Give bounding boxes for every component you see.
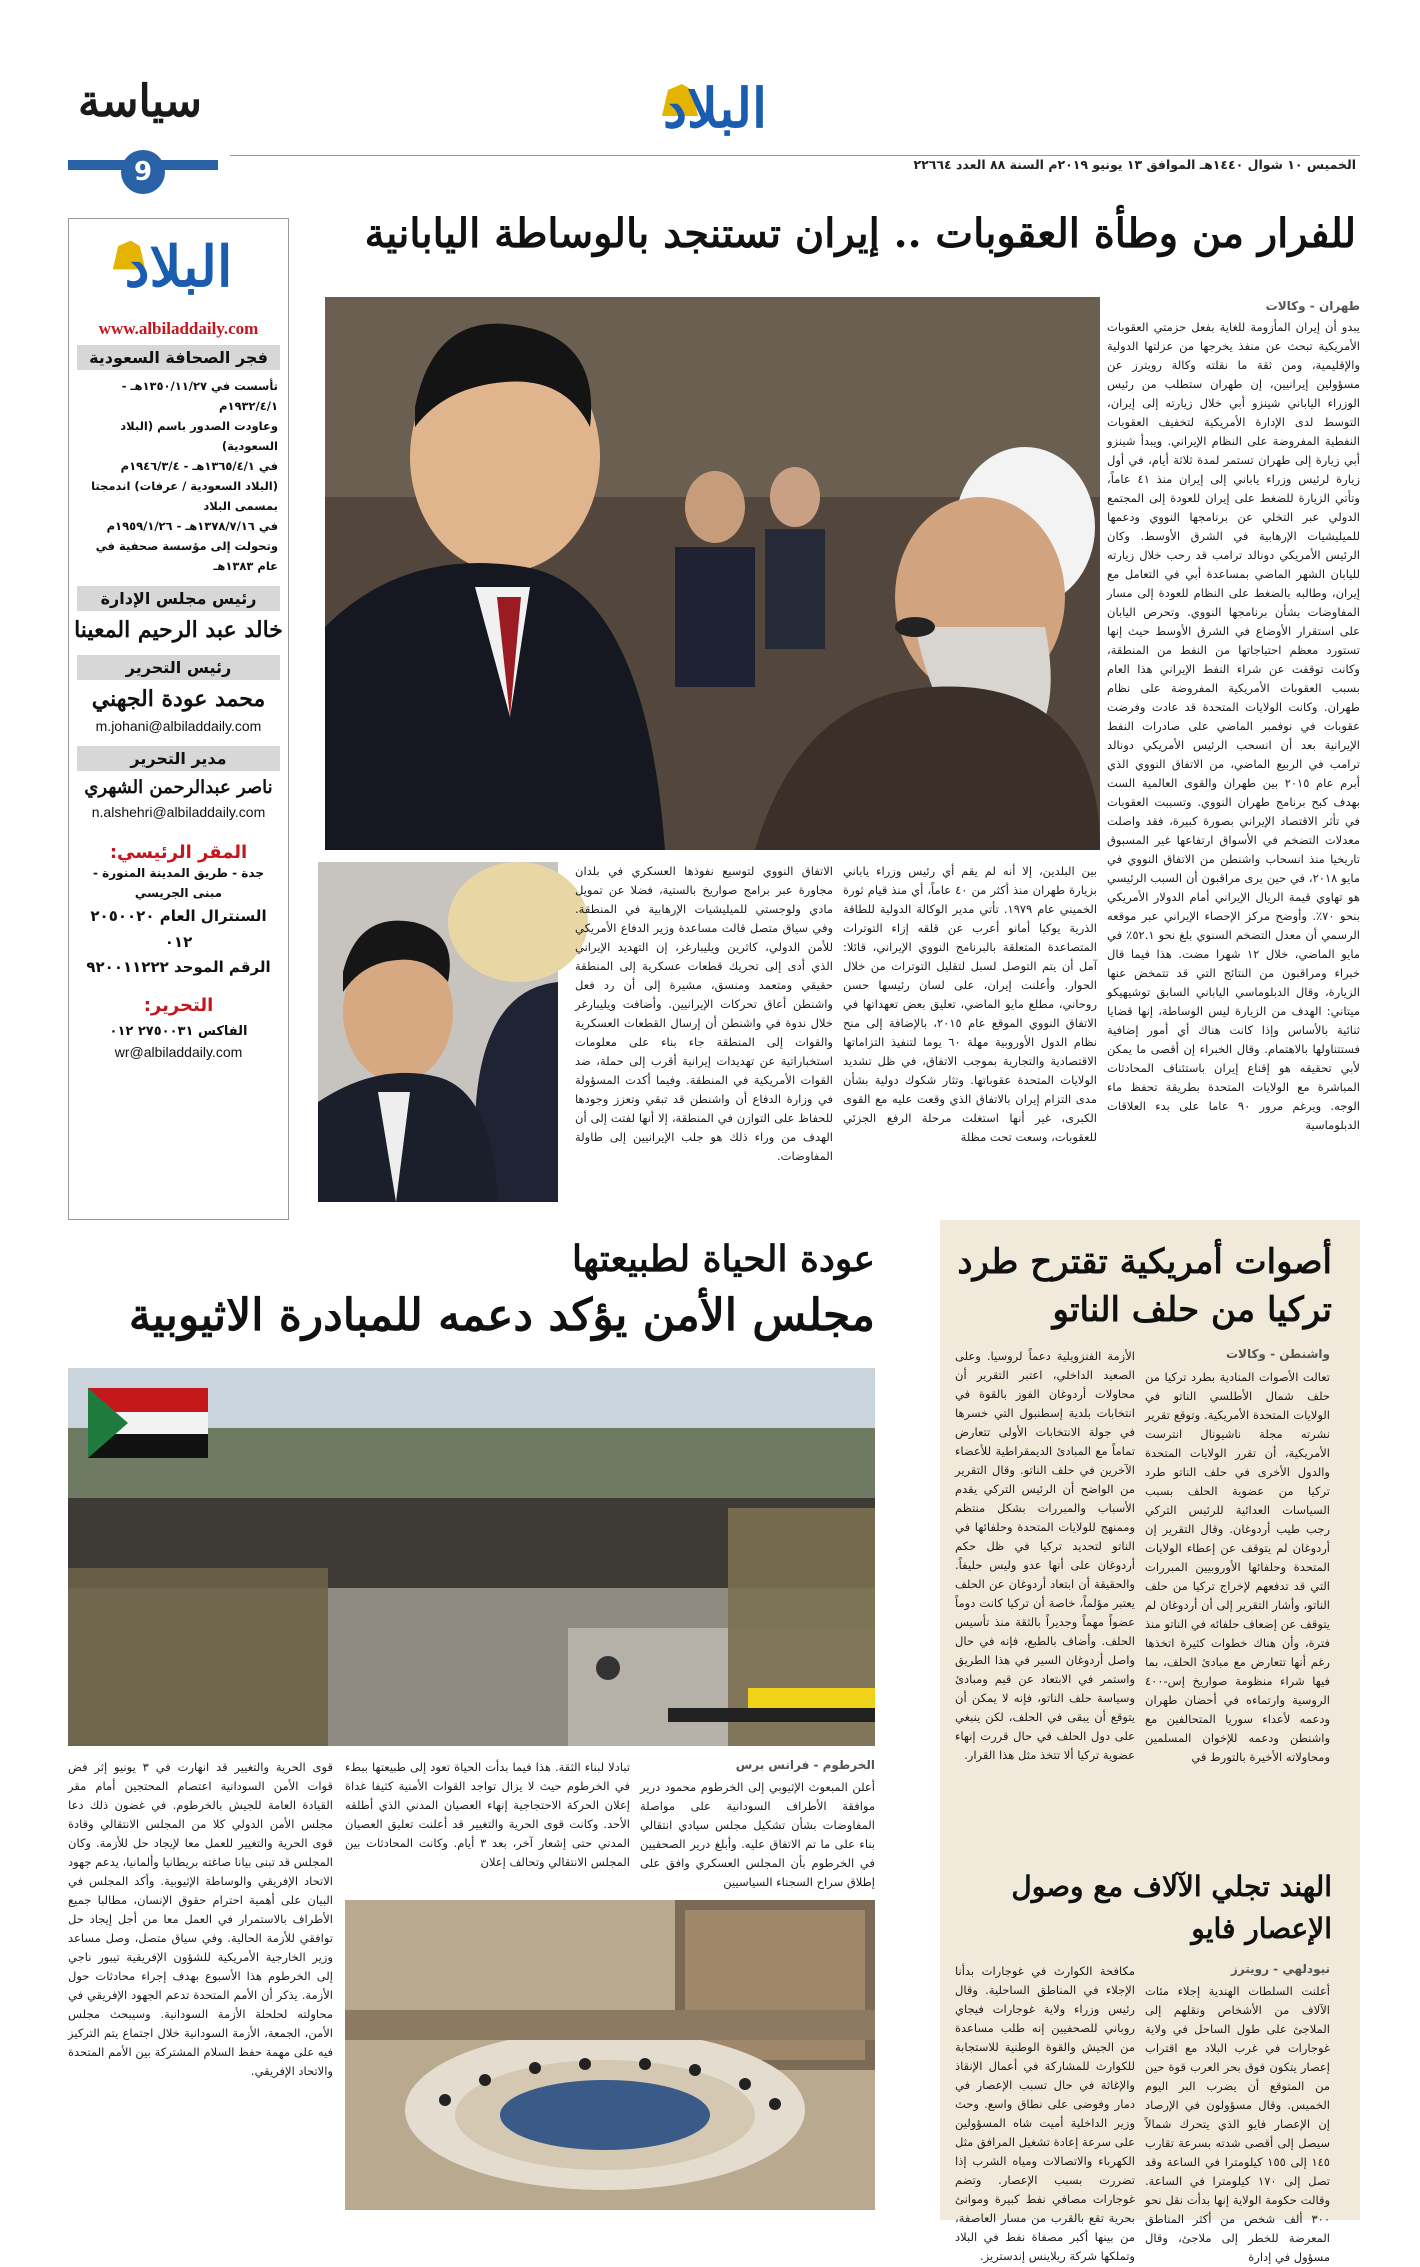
india-col1: أعلنت السلطات الهندية إجلاء مئات الآلاف من الأشخاص ونقلهم إلى الملاجئ على طول الساحل في ولاية غوجارات في غرب البلاد مع اقتراب إعصار يتكون فوق بحر العرب قوة حين من المتوقع أن يضرب البر اليوم الخميس. وقال مسؤولون في الإرصاد إن الإعصار فايو الذي يتحرك شمالاً سيصل إلى أقصى شدته بسرعة تقارب ١٤٥ إلى ١٥٥ كيلومترا في الساعة وقد تصل إلى ١٧٠ كيلومترا في الساعة. وقالت حكومة الولاية إنها بدأت نقل نحو ٣٠٠ ألف شخص من أكثر المناطق المعرضة للخطر إلى ملاجئ، وقال مسؤول في إدارة — [1145, 1984, 1330, 2264]
right-box — [940, 1220, 1360, 2264]
hq-phone: السنترال العام ٢٠٥٠٠٢٠ ٠١٢ — [90, 907, 267, 951]
history-block — [69, 376, 288, 576]
editor-email[interactable]: m.johani@albiladdaily.com — [95, 718, 262, 734]
hq-title: المقر الرئيسي: — [109, 842, 248, 863]
manager-email[interactable]: n.alshehri@albiladdaily.com — [91, 804, 266, 820]
sudan-col3: قوى الحرية والتغيير قد انهارت في ٣ يونيو إثر فض قوات الأمن السودانية اعتصام المحتجين أمام مقر القيادة العامة للجيش بالخرطوم. في غضون ذلك دعا مجلس الأمن الدولي كلا من المجلس الانتقالي وقادة قوى الحرية والتغيير للعمل معا لإيجاد حل للأزمة. وكان المجلس قد تبنى بيانا صاغته بريطانيا وألمانيا، يدعم جهود الاتحاد الإفريقي والوساطة الإثيوبية. وأكد المجلس في البيان على أهمية احترام حقوق الإنسان، مطالبا جميع الأطراف بالاستمرار في العمل معا من أجل إيجاد حل توافقي للأزمة الحالية. وفي سياق متصل، وصل مساعد وزير الخارجية الأمريكية للشؤون الإفريقية تيبور ناجي إلى الخرطوم هذا الأسبوع بهدف إجراء محادثات حول الأزمة. يذكر أن الأمم المتحدة تدعم الجهود الإفريقي في محاولته لحلحلة الأزمة السودانية. وسيبحث مجلس الأمن، الجمعة، الأزمة السودانية خلال اجتماع يتم التركيز فيه على مهمة حفظ السلام المشتركة بين الأمم المتحدة والاتحاد الإفريقي. — [68, 1760, 334, 2078]
sudan-subheadline: عودة الحياة لطبيعتها — [572, 1238, 875, 1280]
turkey-col2: الأزمة الفنزويلية دعماً لروسيا. وعلى الصعيد الداخلي، اعتبر التقرير أن محاولات أردوغان الفوز بالقوة في انتخابات بلدية إسطنبول التي خسرها في جولة الانتخابات الأولى تتعارض تماماً مع المبادئ الديمقراطية للأعضاء الآخرين في حلف الناتو. وقال التقرير من الواضح أن الرئيس التركي يقدم الأسباب والمبررات بشكل منتظم وممنهج للولايات المتحدة وحلفائها في الناتو لتحديد تركيا في ظل حكم أردوغان على أنها عدو وليس حليفاً. والحقيقة أن ابتعاد أردوغان عن الحلف يعتبر مؤلماً، خاصة أن تركيا كانت دوماً عضواً مهماً وجديراً بالثقة منذ تأسيس الحلف. وأضاف بالطبع، فإنه في حال واصل أردوغان السير في هذا الطريق واستمر في الابتعاد عن قيم ومبادئ وسياسة حلف الناتو، فإنه لا يمكن أن يتوقع أن يبقى في الحلف، لكن ينبغي على دول الحلف في حال قررت إنهاء عضوية تركيا ألا تتخذ مثل هذا القرار. — [955, 1349, 1135, 1762]
editorial-title: التحرير: — [143, 995, 214, 1016]
board-title: رئيس مجلس الإدارة — [77, 586, 280, 611]
india-headline-line2: الإعصار فايو — [1191, 1912, 1332, 1945]
lead-col1: يبدو أن إيران المأزومة للغاية بفعل حزمتي العقوبات الأمريكية تبحث عن منفذ يخرجها من عزلتها الدولية والإقليمية، ومن ثقة ما نقلته وكالة رويترز عن مسؤولين إيرانيين، إن طهران ستطلب من رئيس الوزراء الياباني شينزو أبي خلال زيارته إلى إيران، التوسط لدى الإدارة الأمريكية لتخفيف العقوبات النفطية المفروضة على النظام الإيراني. ويبدأ شينزو أبي زيارة إلى طهران تستمر لمدة ثلاثة أيام، في أول زيارة لرئيس وزراء ياباني إلى إيران منذ ٤١ عاماً، وتأتي الزيارة للضغط على إيران للعودة إلى المجتمع الدولي عبر التخلي عن برنامجها النووي ودعمها للميليشيات الإرهابية في الشرق الأوسط. وكان الرئيس الأمريكي دونالد ترامب قد رحب خلال زيارته لليابان الشهر الماضي بمساعدة أبي في التعامل مع إيران، وطالبه بالضغط على النظام للعودة إلى مسار المفاوضات بشأن برنامجها النووي. وتحرص اليابان على استقرار الأوضاع في الشرق الأوسط حيث إنها تستورد معظم احتياجاتها من النفط من المنطقة، وكانت توقفت عن شراء النفط الإيراني هذا العام بسبب العقوبات الأمريكية المفروضة على نظام طهران. وكانت الولايات المتحدة قد عادت وفرضت عقوبات في نوفمبر الماضي على صادرات النفط الإيرانية بعد أن انسحب الرئيس الأمريكي دونالد ترامب في الربيع الماضي، من الاتفاق النووي الذي أبرم عام ٢٠١٥ بين طهران والقوى العالمية الست بهدف كبح برنامج طهران النووي. وتسببت العقوبات في تأثر الاقتصاد الإيراني بصورة كبيرة، فقد واصلت معدلات التضخم في الأسواق ارتفاعها غير المسبوق تاريخيا منذ انسحاب واشنطن من الاتفاق النووي في مايو ٢٠١٨، في حين يرى مراقبون أن السبب الرئيسي هو تهاوي قيمة الريال الإيراني أمام الدولار الأمريكي بنحو ٧٠٪. وأوضح مركز الإحصاء الإيراني عبر موقعه الرسمي أن معدل التضخم السنوي بلغ نحو ٥٢.١٪ في مايو الماضي، خلال ١٢ شهرا مضت. هذا فيما قال خبراء ومراقبون من النتائج التي قد تتمخض عنها الزيارة، وقال الدبلوماسي الياباني السابق توشيهيكو ميتاني: الهدف من الزيارة ليس الوساطة، إنها قضايا ثنائية بالأساس وإذا كانت هناك أي أمور إضافية فستتناولها بالاهتمام. وقال الخبراء إن أقصى ما يمكن لأبي تحقيقه هو إقناع إيران باستئناف المحادثات المباشرة مع الولايات المتحدة بطريقة تحفظ ماء الوجه. ويرغم مرور ٩٠ عاما على بدء العلاقات الدبلوماسية — [1107, 320, 1361, 1132]
hq-unified: الرقم الموحد ٩٢٠٠١١٢٢٢ — [86, 958, 271, 976]
sidebar-logo — [69, 219, 288, 319]
lead-source — [1107, 297, 1360, 320]
turkey-source: واشنطن - وكالات — [1225, 1347, 1330, 1361]
sudan-col1: أعلن المبعوث الإثيوبي إلى الخرطوم محمود درير موافقة الأطراف السودانية على مواصلة المفاوضات بشأن تشكيل مجلس سيادي انتقالي بناء على ما تم الاتفاق عليه. وأبلغ درير الصحفيين في الخرطوم بأن المجلس العسكري وافق على إطلاق سراح السجناء السياسيين — [640, 1780, 875, 1889]
sudan-source: الخرطوم - فرانس برس — [735, 1758, 875, 1772]
dateline: الخميس ١٠ شوال ١٤٤٠هـ الموافق ١٣ يونيو ٢٠١٩م السنة ٨٨ العدد ٢٢٦٦٤ — [913, 157, 1356, 172]
sudan-col2: تبادلا لبناء الثقة. هذا فيما بدأت الحياة تعود إلى طبيعتها ببطء في الخرطوم حيث لا يزال تواجد القوات الأمنية كثيفا غداة إعلان الحركة الاحتجاجية إنهاء العصيان المدني الذي أطلقه الأحد. وكانت قوى الحرية والتغيير قد أعلنت تعليق العصيان المدني حتى إشعار آخر، بعد ٣ أيام. وكانت المحادثات بين المجلس الانتقالي وتحالف إعلان — [345, 1760, 630, 1869]
turkey-headline-line1: أصوات أمريكية تقترح طرد — [957, 1242, 1332, 1282]
masthead-logo — [640, 72, 790, 150]
sidebar-website[interactable]: www.albiladdaily.com — [98, 319, 259, 338]
sudan-photo-crowd — [68, 1368, 875, 1746]
editorial-email[interactable]: wr@albiladdaily.com — [114, 1044, 243, 1060]
sudan-headline: مجلس الأمن يؤكد دعمه للمبادرة الاثيوبية — [128, 1290, 875, 1341]
manager-title: مدير التحرير — [77, 746, 280, 771]
lead-source-label: طهران - وكالات — [1265, 299, 1360, 313]
lead-photo-abe-trump — [318, 862, 558, 1202]
history-line: وعاودت الصدور باسم (البلاد السعودية) — [120, 419, 278, 453]
history-line: وتحولت إلى مؤسسة صحفية في عام ١٣٨٣هـ — [95, 539, 278, 573]
fax: الفاكس ٢٧٥٠٠٣١ ٠١٢ — [109, 1024, 248, 1039]
masthead-rule — [230, 155, 1360, 156]
lead-col2: بين البلدين، إلا أنه لم يقم أي رئيس وزراء ياباني بزيارة طهران منذ أكثر من ٤٠ عاماً، أي منذ قيام ثورة الخميني عام ١٩٧٩. تأتي مدير الوكالة الدولية للطاقة الذرية يوكيا أمانو أعرب عن قلقه إزاء التوترات المتصاعدة المتعلقة بالبرنامج النووي الإيراني، قائلا: آمل أن يتم التوصل لسبل لتقليل التوترات من خلال الحوار. وأعلنت إيران، على لسان رئيسها حسن روحاني، مطلع مايو الماضي، تعليق بعض تعهداتها في الاتفاق النووي الموقع عام ٢٠١٥، بالإضافة إلى منح نظام الدول الأوروبية مهلة ٦٠ يوما لتنفيذ التزاماتها الاقتصادية والتجارية بموجب الاتفاق، في ظل تشديد الولايات المتحدة عقوباتها. وتثار شكوك دولية بشأن مدى التزام إيران بالاتفاق الذي وقعت عليه مع القوى الكبرى، غير أنها استغلت مرحلة الرفع الجزئي للعقوبات، وسعت تحت مظلة — [843, 864, 1098, 1144]
sidebar-imprint — [68, 218, 289, 1220]
history-line: في ١٣٦٥/٤/١هـ - ١٩٤٦/٣/٤م — [120, 459, 278, 473]
india-col2: مكافحة الكوارث في غوجارات بدأنا الإجلاء في المناطق الساحلية. وقال رئيس وزراء ولاية غوجارات فيجاي روباني للصحفيين إنه طلب مساعدة من الجيش والقوة الوطنية للاستجابة للكوارث للمشاركة في أعمال الإنقاذ والإغاثة في حال تسبب الإعصار في دمار وفوضى على نطاق واسع. وحث وزير الداخلية أميت شاه المسؤولين على سرعة إعادة تشغيل المرافق مثل الكهرباء والاتصالات ومياه الشرب إذا تضررت بسبب الإعصار. وتضم غوجارات مصافي نفط كبيرة وموانئ بحرية تقع بالقرب من مسار العاصفة، من بينها أكبر مصفاة نفط في البلاد وتملكها شركة ريلاينس إندستريز. — [955, 1964, 1135, 2263]
history-line: تأسست في ١٣٥٠/١١/٢٧هـ - ١٩٣٢/٤/١م — [121, 379, 278, 413]
editor-name: محمد عودة الجهني — [91, 686, 266, 712]
manager-name: ناصر عبدالرحمن الشهري — [84, 777, 273, 798]
turkey-headline-line2: تركيا من حلف الناتو — [1052, 1290, 1332, 1330]
security-council-illustration — [345, 1900, 875, 2210]
sudan-photo-illustration — [68, 1368, 875, 1746]
section-title: سياسة — [77, 76, 202, 127]
lead-col3: الاتفاق النووي لتوسيع نفوذها العسكري في بلدان مجاورة عبر برامج صواريخ بالستية، فضلا عن تمويل مادي ولوجستي للميليشيات الإرهابية في المنطقة. وفي سياق متصل قالت مساعدة وزير الدفاع الأمريكي للأمن الدولي، كاثرين ويليبارغر، إن التهديد الإيراني الذي أدى إلى تحريك قطعات عسكرية إلى المنطقة حقيقي ومتعمد ومنسق، مشيرة إلى أن رد فعل واشنطن أعاق تحركات الإيرانيين. وأضافت ويليبارغر خلال ندوة في واشنطن أن إرسال القطعات العسكرية والقوات إلى المنطقة جاء بناء على معلومات استخباراتية عن تهديدات إيرانية أقرب إلى حملة، ضد القوات الأمريكية في المنطقة. وفيما أكدت المسؤولة في وزارة الدفاع أن واشنطن قد تبقي وتعزز وجودها للحفاظ على التوازن في المنطقة، إلا أنها لفتت إلى أن الهدف من وراء ذلك هو جلب الإيرانيين إلى طاولة المفاوضات. — [575, 864, 833, 1163]
page-number: 9 — [121, 150, 165, 194]
logo-text: البلاد — [662, 76, 768, 140]
founded-band: فجر الصحافة السعودية — [77, 345, 280, 370]
board-name: خالد عبد الرحيم المعينا — [74, 617, 283, 643]
editor-title: رئيس التحرير — [77, 655, 280, 680]
abe-trump-illustration — [318, 862, 558, 1202]
history-line: في ١٣٧٨/٧/١٦هـ - ١٩٥٩/١/٢٦م — [106, 519, 278, 533]
history-line: (البلاد السعودية / عرفات) اندمجتا بمسمى البلاد — [91, 479, 278, 513]
hq-address: جدة - طريق المدينة المنورة - مبنى الجريسي — [93, 866, 264, 900]
lead-photo-illustration — [325, 297, 1100, 850]
india-source: نيودلهي - رويترز — [1230, 1962, 1330, 1976]
lead-photo-abe-rouhani — [325, 297, 1100, 850]
sudan-photo-security-council — [345, 1900, 875, 2210]
lead-headline: للفرار من وطأة العقوبات .. إيران تستنجد بالوساطة اليابانية — [364, 210, 1356, 257]
turkey-col1: تعالت الأصوات المنادية بطرد تركيا من حلف شمال الأطلسي الناتو في الولايات المتحدة الأمريكية. وتوقع تقرير نشرته مجلة ناشيونال انترست الأمريكية، أن تقرر الولايات المتحدة والدول الأخرى في حلف الناتو طرد تركيا من عضوية الحلف بسبب السياسات العدائية للرئيس التركي رجب طيب أردوغان. وقال التقرير إن أردوغان لم يتوقف عن إعطاء الولايات المتحدة وحلفائها الأوروبيين المبررات التي قد تدفعهم لإخراج تركيا من حلف الناتو، وأشار التقرير إلى أن أردوغان لم يتوقف عن إضعاف حلفائه في الناتو منذ فترة، وأن هناك خطوات كثيرة اتخذها رغم أنها تتعارض مع مبادئ الحلف، بما فيها شراء منظومة صواريخ إس-٤٠٠ الروسية وارتماءه في أحضان طهران ودعمه لأعداء سوريا المتحالفين مع واشنطن ودعمه للإخوان المسلمين ومحاولاته الأخيرة بالتورط في — [1145, 1370, 1330, 1764]
india-headline-line1: الهند تجلي الآلاف مع وصول — [1011, 1870, 1332, 1903]
sidebar-logo-text: البلاد — [124, 234, 233, 300]
